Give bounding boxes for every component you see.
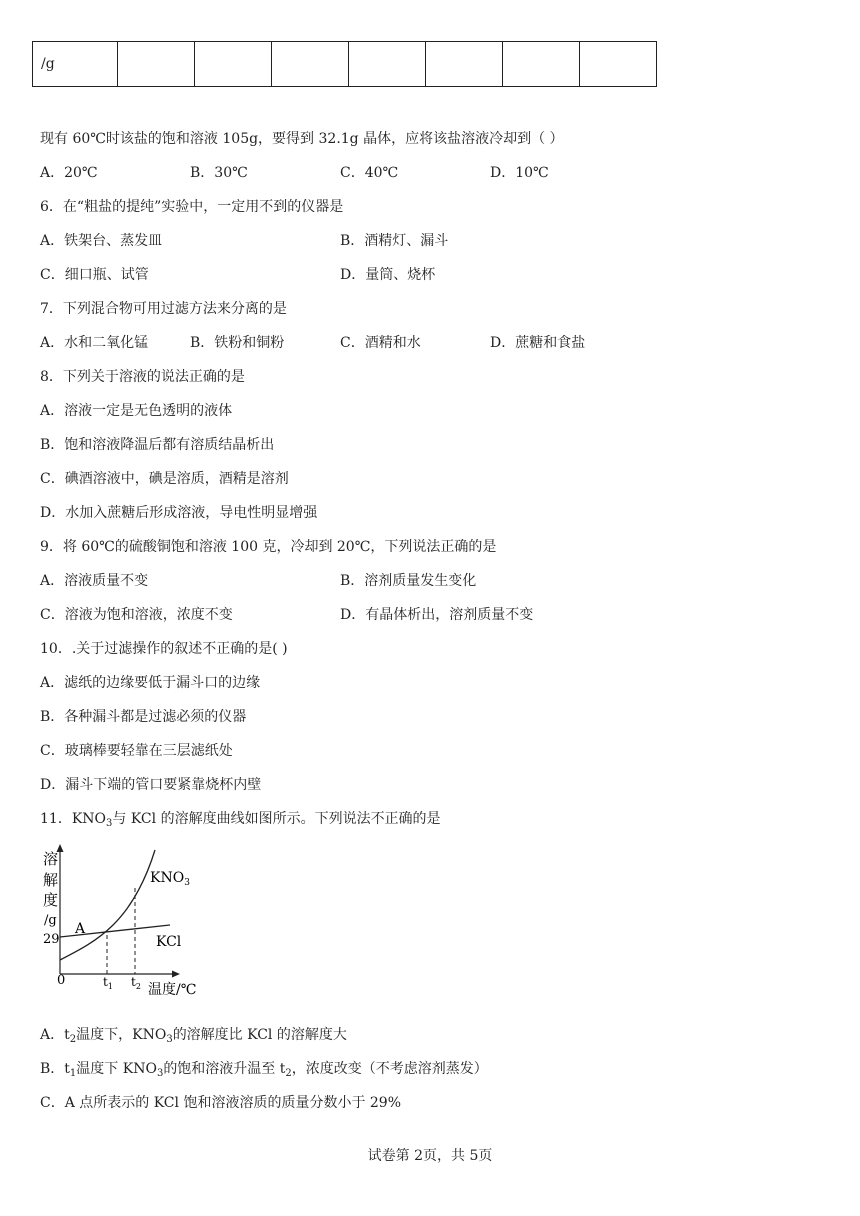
q7-option-a: A．水和二氧化锰 (40, 335, 149, 351)
x-tick-label-t2: $t_2$ (131, 975, 141, 991)
q6-option-a: A．铁架台、蒸发皿 (40, 233, 163, 249)
q6-option-d: D．量筒、烧杯 (340, 267, 436, 283)
q5-option-a: A．20℃ (40, 165, 98, 181)
q9-option-d: D．有晶体析出，溶剂质量不变 (340, 607, 534, 623)
kno3-series-label: $KNO_3$ (150, 870, 190, 888)
q10-option-d: D．漏斗下端的管口要紧靠烧杯内壁 (40, 777, 262, 793)
y-label-char: 度 (43, 891, 59, 909)
table-cell (426, 42, 503, 87)
x-axis-label: 温度/℃ (148, 982, 197, 998)
q10-option-c: C．玻璃棒要轻靠在三层滤纸处 (40, 743, 233, 759)
q8-option-b: B．饱和溶液降温后都有溶质结晶析出 (40, 437, 275, 453)
q9-option-a: A．溶液质量不变 (40, 573, 149, 589)
y-label-char: 溶 (43, 850, 59, 868)
q8-option-a: A．溶液一定是无色透明的液体 (40, 403, 233, 419)
table-cell (272, 42, 349, 87)
table-cell (349, 42, 426, 87)
table-row-label: /g (33, 42, 118, 87)
table-cell (118, 42, 195, 87)
table-cell (195, 42, 272, 87)
q11-option-b: B．$t_1$温度下 $KNO_3$的饱和溶液升温至 $t_2$，浓度改变（不考虑溶剂蒸发） (40, 1061, 488, 1079)
q7-option-d: D．蔗糖和食盐 (490, 335, 586, 351)
q6-stem: 6．在“粗盐的提纯”实验中，一定用不到的仪器是 (40, 199, 344, 215)
q8-option-d: D．水加入蔗糖后形成溶液，导电性明显增强 (40, 505, 318, 521)
q7-option-c: C．酒精和水 (340, 335, 421, 351)
q8-stem: 8．下列关于溶液的说法正确的是 (40, 369, 245, 385)
q5-option-b: B．30℃ (190, 165, 248, 181)
q7-option-b: B．铁粉和铜粉 (190, 335, 285, 351)
kcl-series-label: KCl (156, 934, 182, 950)
q7-stem: 7．下列混合物可用过滤方法来分离的是 (40, 301, 287, 317)
table-cell (580, 42, 657, 87)
y-label-char: 解 (43, 871, 59, 889)
q9-option-c: C．溶液为饱和溶液，浓度不变 (40, 607, 233, 623)
origin-label: 0 (57, 973, 66, 988)
q6-option-c: C．细口瓶、试管 (40, 267, 149, 283)
q10-option-a: A．滤纸的边缘要低于漏斗口的边缘 (40, 675, 261, 691)
y-label-char: /g (44, 913, 57, 928)
point-a-label: A (75, 921, 86, 937)
solubility-curve-chart (40, 842, 220, 1002)
q10-option-b: B．各种漏斗都是过滤必须的仪器 (40, 709, 247, 725)
q9-stem: 9．将 60℃的硫酸铜饱和溶液 100 克，冷却到 20℃，下列说法正确的是 (40, 539, 497, 555)
q11-option-c: C．A 点所表示的 KCl 饱和溶液溶质的质量分数小于 29% (40, 1095, 402, 1111)
x-axis-arrow-icon (172, 971, 180, 978)
q10-stem: 10．.关于过滤操作的叙述不正确的是( ) (40, 641, 288, 657)
q8-option-c: C．碘酒溶液中，碘是溶质，酒精是溶剂 (40, 471, 289, 487)
page-footer: 试卷第 2页，共 5页 (367, 1148, 493, 1164)
x-tick-label-t1: $t_1$ (103, 975, 113, 991)
table-cell (503, 42, 580, 87)
table-row (33, 42, 657, 87)
q5-option-d: D．10℃ (490, 165, 549, 181)
q9-option-b: B．溶剂质量发生变化 (340, 573, 477, 589)
q5-option-c: C．40℃ (340, 165, 399, 181)
y-tick-label: 29 (43, 932, 60, 947)
q5-stem: 现有 60℃时该盐的饱和溶液 105g，要得到 32.1g 晶体，应将该盐溶液冷却到（ ） (40, 131, 564, 147)
q11-stem: 11．$KNO_3$与 KCl 的溶解度曲线如图所示。下列说法不正确的是 (40, 811, 441, 829)
solubility-table (32, 41, 657, 87)
q11-option-a: A．$t_2$温度下，$KNO_3$的溶解度比 KCl 的溶解度大 (40, 1027, 347, 1045)
q6-option-b: B．酒精灯、漏斗 (340, 233, 449, 249)
